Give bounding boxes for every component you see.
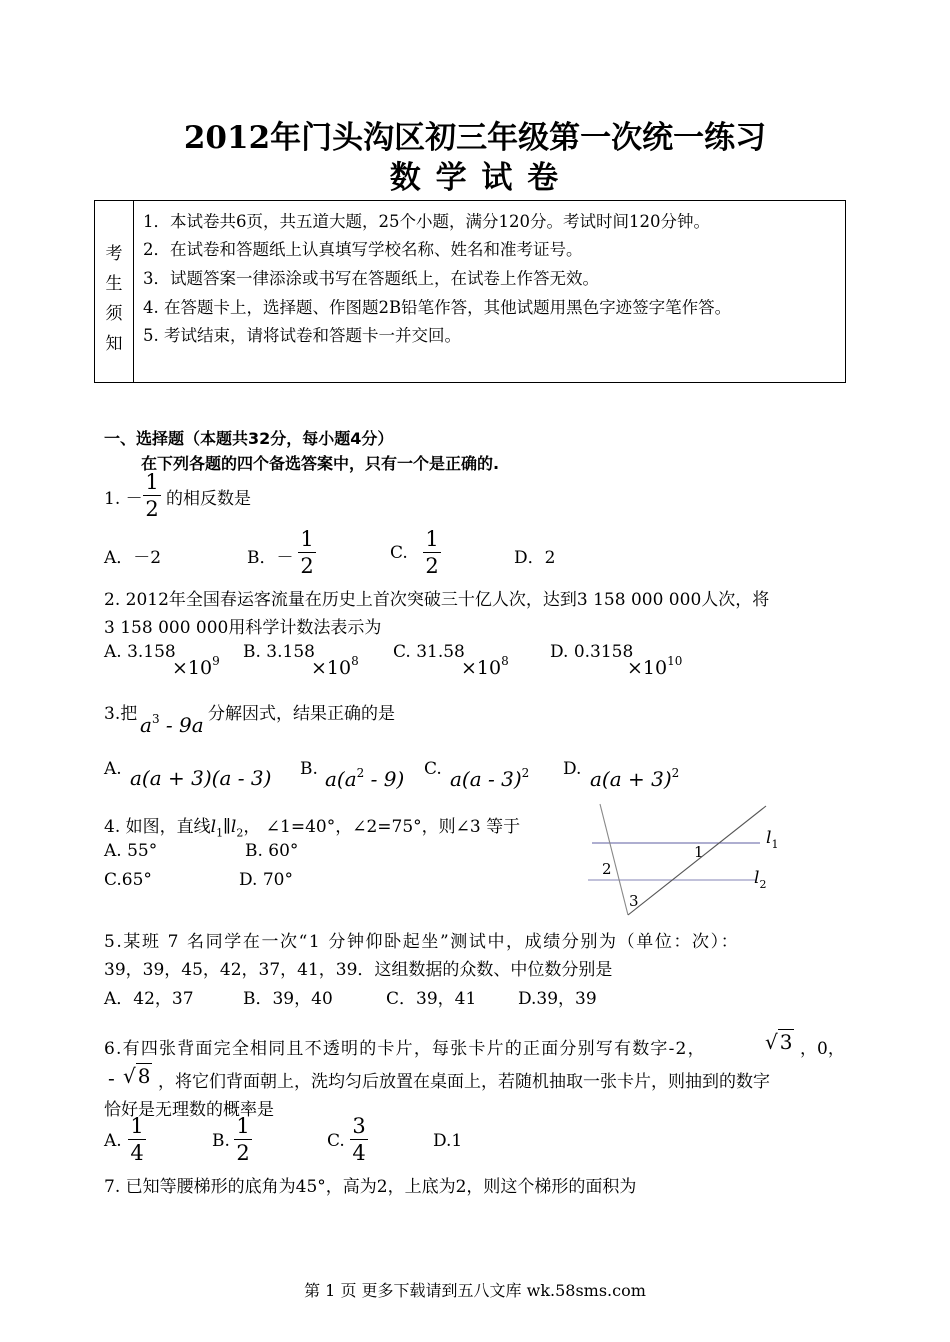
q1-prefix: 1. － [104, 489, 143, 509]
q2-option-d: D. 0.3158 [550, 642, 634, 662]
q2-option-b-power [311, 654, 359, 679]
q5-line1: 5.某班 7 名同学在一次“1 分钟仰卧起坐”测试中，成绩分别为（单位：次）： [104, 932, 740, 952]
exponent: 3 [151, 712, 160, 726]
line-l1-label [766, 828, 778, 851]
page-subtitle: 数 学 试 卷 [389, 160, 561, 196]
section-instruction: 在下列各题的四个备选答案中，只有一个是正确的. [141, 454, 500, 473]
line-l2-label [754, 868, 766, 891]
q5-option-b: B．39，40 [243, 989, 333, 1009]
expr-pre: a(a - 3) [450, 767, 522, 791]
frac-num: 3 [352, 1114, 366, 1138]
angle-1-label: 1 [694, 843, 704, 861]
q1-frac-num: 1 [145, 470, 159, 494]
q2-option-d-power [627, 654, 682, 679]
q5-option-c: C．39，41 [386, 989, 477, 1009]
notice-box [94, 200, 846, 383]
exponent: 9 [212, 654, 220, 668]
q2-option-b: B. 3.158 [243, 642, 315, 662]
fraction-bar [128, 1139, 146, 1140]
angle-2-label: 2 [602, 860, 612, 878]
q1-option-c-fraction [421, 527, 443, 578]
notice-side-char: 知 [105, 334, 123, 354]
expr-pre: a(a [325, 767, 357, 791]
q1-option-b-fraction [296, 527, 318, 578]
q6-after-sqrt3: ，0， [800, 1039, 845, 1059]
fraction-bar [423, 552, 441, 553]
frac-den: 2 [300, 554, 314, 578]
q2-line1: 2. 2012年全国春运客流量在历史上首次突破三十亿人次，达到3 158 000 000人次，将 [104, 590, 770, 610]
times-ten: ×10 [172, 657, 213, 679]
q5-line2: 39，39，45，42，37，41，39．这组数据的众数、中位数分别是 [104, 960, 613, 980]
q6-option-b-label: B. [212, 1131, 230, 1151]
exponent: 10 [667, 654, 683, 668]
q6-line3: 恰好是无理数的概率是 [104, 1100, 274, 1120]
line-subscript: 2 [759, 878, 767, 891]
q3-suffix: 分解因式，结果正确的是 [208, 704, 395, 724]
page-footer: 第 1 页 更多下载请到五八文库 wk.58sms.com [304, 1281, 646, 1300]
q1-fraction [141, 470, 163, 521]
fraction-bar [143, 495, 161, 496]
expr-base: a [140, 713, 152, 737]
q3-option-b [325, 766, 404, 791]
q6-option-a-fraction [126, 1114, 148, 1165]
line-name: l [766, 828, 772, 848]
q6-line2-rest: ，将它们背面朝上，洗均匀后放置在桌面上，若随机抽取一张卡片，则抽到的数字 [158, 1072, 770, 1092]
exponent: 8 [501, 654, 509, 668]
expr-pre: a(a + 3) [590, 767, 672, 791]
page-title: 2012年门头沟区初三年级第一次统一练习 [183, 120, 767, 156]
q3-option-d [590, 766, 679, 791]
q1-option-a: A．－2 [104, 548, 162, 568]
fraction-bar [350, 1139, 368, 1140]
q3-prefix: 3.把 [104, 704, 138, 724]
q2-option-a-power [172, 654, 220, 679]
q3-option-d-label: D. [563, 759, 582, 779]
q3-option-a: a(a + 3)(a - 3) [130, 766, 272, 790]
notice-side-char: 生 [105, 274, 123, 294]
q6-option-c-fraction [348, 1114, 370, 1165]
notice-side-label [95, 201, 134, 382]
q1-option-b: B．－ [247, 548, 294, 568]
q4-geometry-figure [580, 800, 810, 920]
q6-line1: 6.有四张背面完全相同且不透明的卡片，每张卡片的正面分别写有数字-2， [104, 1039, 706, 1059]
parallel-symbol: ∥ [223, 817, 231, 837]
frac-den: 4 [130, 1141, 144, 1165]
notice-item: 1．本试卷共6页，共五道大题，25个小题，满分120分。考试时间120分钟。 [143, 212, 710, 231]
q6-sqrt8 [123, 1064, 152, 1088]
q2-option-c-power [461, 654, 509, 679]
angle-3-label: 3 [629, 892, 639, 910]
q6-option-a-label: A. [104, 1131, 122, 1151]
q4-option-c: C.65° [104, 870, 152, 890]
q4-option-a: A. 55° [104, 841, 158, 861]
section-heading: 一、选择题（本题共32分，每小题4分） [104, 429, 394, 448]
sqrt-sign: √ [123, 1064, 136, 1088]
exponent: 2 [521, 766, 530, 780]
q1-text: 的相反数是 [166, 489, 251, 509]
times-ten: ×10 [461, 657, 502, 679]
q3-option-c [450, 766, 529, 791]
q2-option-c: C. 31.58 [393, 642, 465, 662]
frac-den: 2 [236, 1141, 250, 1165]
line-l1: l [210, 817, 217, 837]
exponent: 2 [671, 766, 680, 780]
q6-option-b-fraction [232, 1114, 254, 1165]
frac-num: 1 [130, 1114, 144, 1138]
frac-den: 4 [352, 1141, 366, 1165]
notice-item: 4. 在答题卡上，选择题、作图题2B铅笔作答，其他试题用黑色字迹签字笔作答。 [143, 298, 732, 317]
frac-num: 1 [236, 1114, 250, 1138]
q6-minus: - [108, 1066, 115, 1090]
frac-num: 1 [425, 527, 439, 551]
fraction-bar [298, 552, 316, 553]
q4-prefix: 4. 如图，直线 [104, 817, 211, 837]
q7-text: 7. 已知等腰梯形的底角为45°，高为2，上底为2，则这个梯形的面积为 [104, 1177, 637, 1197]
q6-option-d: D.1 [433, 1131, 463, 1151]
notice-item: 3．试题答案一律添涂或书写在答题纸上，在试卷上作答无效。 [143, 269, 599, 288]
exponent: 8 [351, 654, 359, 668]
subscript: 1 [216, 826, 224, 840]
q4-rest: ， ∠1=40°，∠2=75°，则∠3 等于 [243, 817, 521, 837]
q3-expression [140, 712, 204, 737]
q1-option-d: D．2 [514, 548, 556, 568]
q3-option-c-label: C. [424, 759, 442, 779]
q3-option-b-label: B. [300, 759, 318, 779]
notice-item: 2．在试卷和答题纸上认真填写学校名称、姓名和准考证号。 [143, 240, 583, 259]
notice-item: 5. 考试结束，请将试卷和答题卡一并交回。 [143, 326, 461, 345]
q4-option-b: B. 60° [245, 841, 299, 861]
notice-side-char: 考 [105, 244, 123, 264]
line-l2: l [230, 817, 237, 837]
expr-rest: - 9a [159, 713, 204, 737]
sqrt-sign: √ [765, 1030, 778, 1054]
times-ten: ×10 [311, 657, 352, 679]
frac-den: 2 [425, 554, 439, 578]
q1-option-c: C. [390, 543, 408, 563]
expr-post: - 9) [364, 767, 405, 791]
q6-sqrt3 [765, 1030, 794, 1054]
q4-option-d: D. 70° [239, 870, 293, 890]
q5-option-d: D.39，39 [518, 989, 597, 1009]
q4-text [104, 812, 520, 839]
q6-option-c-label: C. [327, 1131, 345, 1151]
q1-frac-den: 2 [145, 497, 159, 521]
fraction-bar [234, 1139, 252, 1140]
times-ten: ×10 [627, 657, 668, 679]
q2-option-a: A. 3.158 [104, 642, 176, 662]
exponent: 2 [356, 766, 365, 780]
line-name: l [754, 868, 760, 888]
subscript: 2 [236, 826, 244, 840]
q2-line2: 3 158 000 000用科学计数法表示为 [104, 618, 382, 638]
frac-num: 1 [300, 527, 314, 551]
radicand: 8 [137, 1064, 151, 1088]
q5-option-a: A．42，37 [104, 989, 194, 1009]
radicand: 3 [779, 1030, 793, 1054]
line-subscript: 1 [771, 838, 779, 851]
q3-option-a-label: A. [104, 759, 122, 779]
notice-side-char: 须 [105, 304, 123, 324]
